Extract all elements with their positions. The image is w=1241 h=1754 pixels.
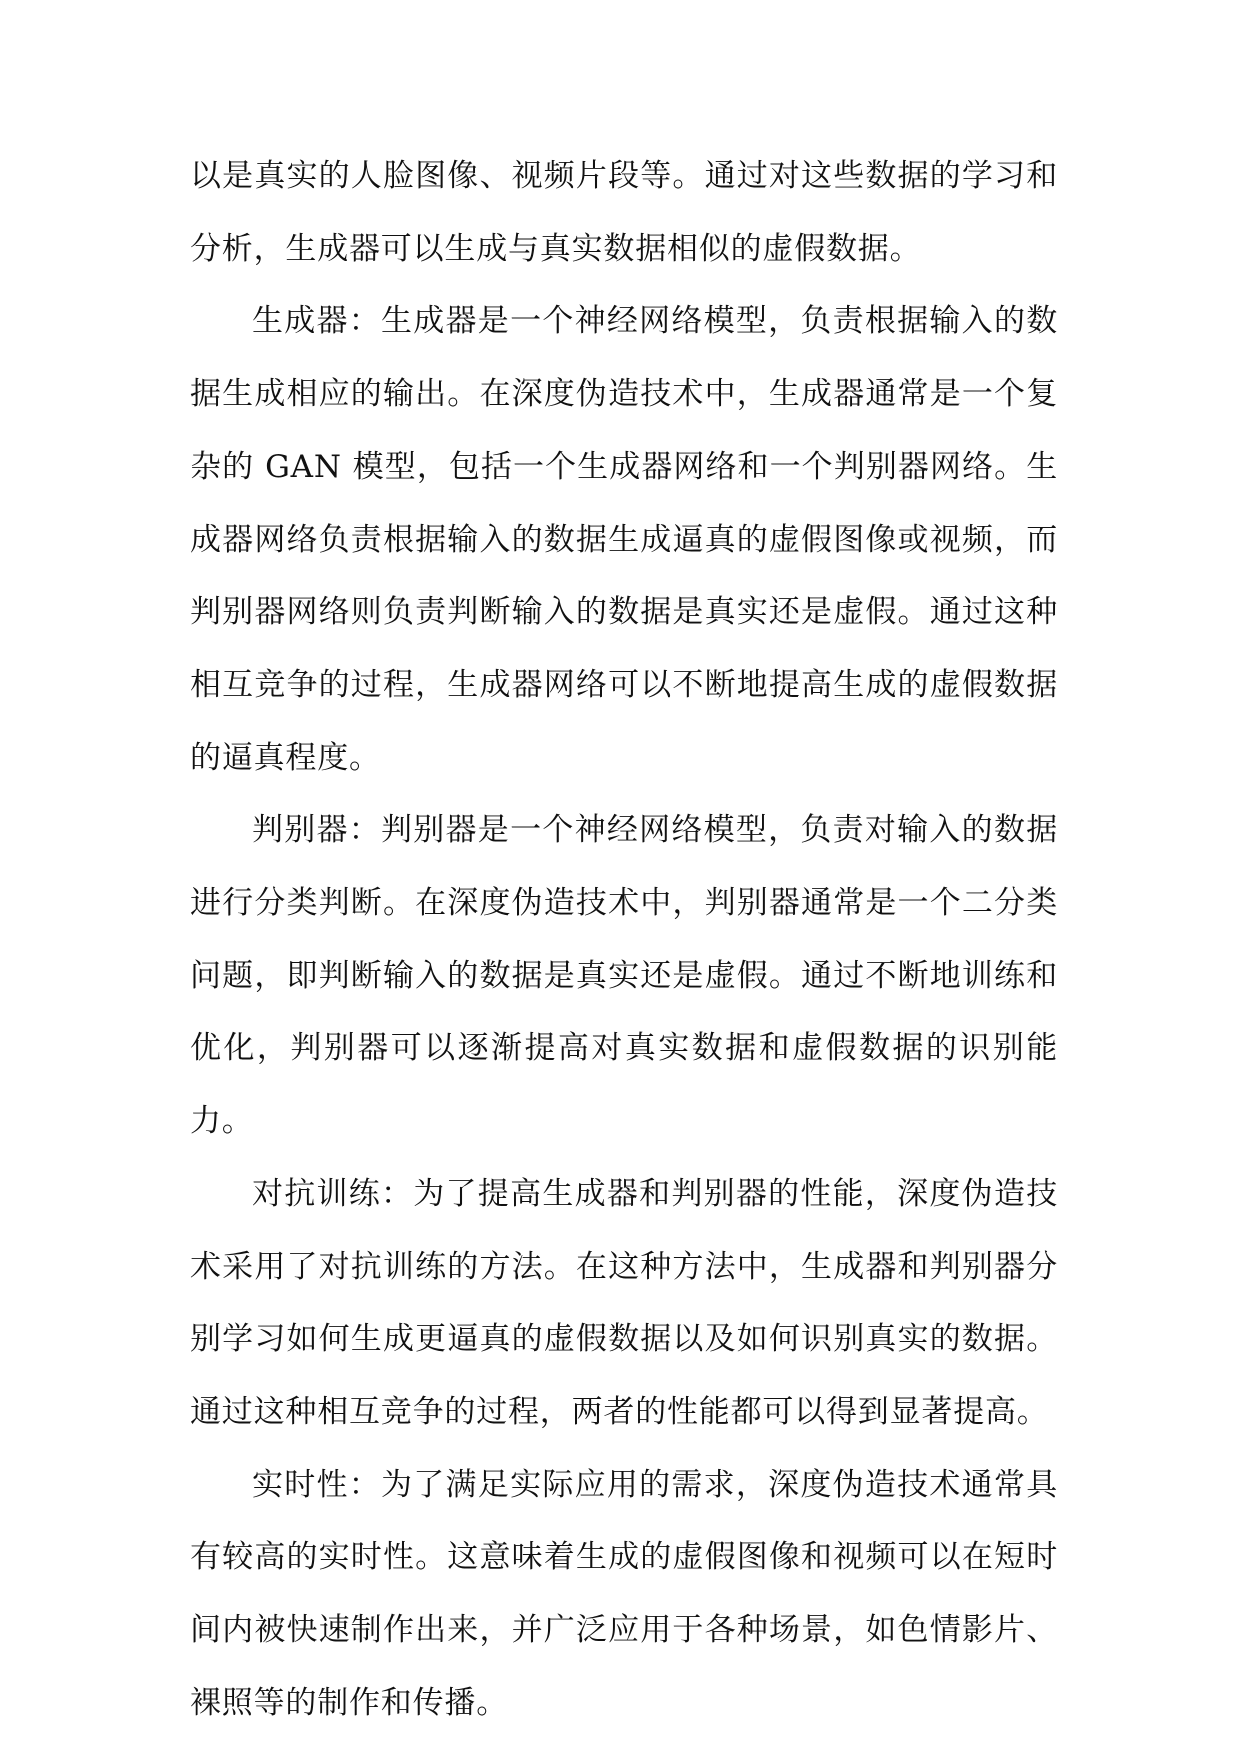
paragraph-discriminator: 判别器：判别器是一个神经网络模型，负责对输入的数据进行分类判断。在深度伪造技术中，判别器通常是一个二分类问题，即判断输入的数据是真实还是虚假。通过不断地训练和优化，判别器可以逐渐提高对真实数据和虚假数据的识别能力。 [190, 812, 1058, 1140]
paragraph-continuation: 以是真实的人脸图像、视频片段等。通过对这些数据的学习和分析，生成器可以生成与真实数据相似的虚假数据。 [190, 158, 1058, 267]
paragraph-adversarial-training: 对抗训练：为了提高生成器和判别器的性能，深度伪造技术采用了对抗训练的方法。在这种方法中，生成器和判别器分别学习如何生成更逼真的虚假数据以及如何识别真实的数据。通过这种相互竞争的过程，两者的性能都可以得到显著提高。 [190, 1175, 1058, 1430]
paragraph-generator: 生成器：生成器是一个神经网络模型，负责根据输入的数据生成相应的输出。在深度伪造技术中，生成器通常是一个复杂的 GAN 模型，包括一个生成器网络和一个判别器网络。生成器网络负责根据输入的数据生成逼真的虚假图像或视频，而判别器网络则负责判断输入的数据是真实还是虚假。通过这种相互竞争的过程，生成器网络可以不断地提高生成的虚假数据的逼真程度。 [190, 303, 1058, 776]
paragraph-real-time: 实时性：为了满足实际应用的需求，深度伪造技术通常具有较高的实时性。这意味着生成的虚假图像和视频可以在短时间内被快速制作出来，并广泛应用于各种场景，如色情影片、裸照等的制作和传播。 [190, 1466, 1058, 1721]
body-text [190, 140, 1058, 1739]
